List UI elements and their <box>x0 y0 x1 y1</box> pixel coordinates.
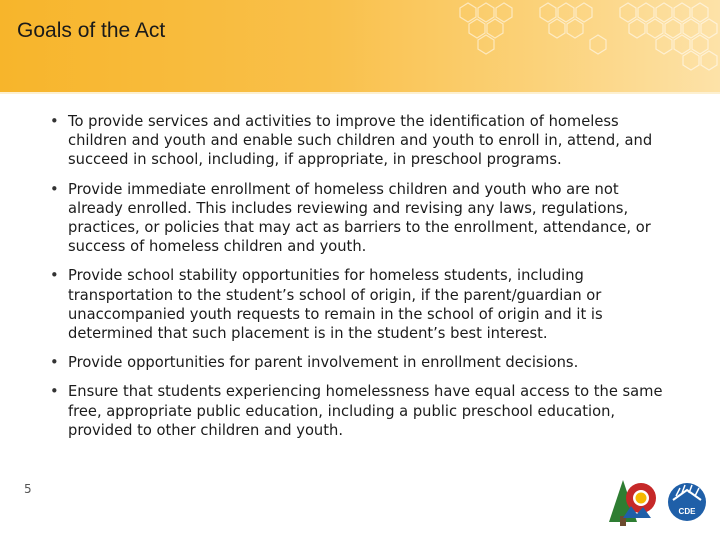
bullet-text: Ensure that students experiencing homelessness have equal access to the same free, appropriate public education, including a public preschool education, provided to other children and youth. <box>68 383 663 439</box>
list-item <box>46 266 676 343</box>
logo-text: CDE <box>678 507 696 516</box>
list-item <box>46 180 676 257</box>
slide-header <box>0 0 720 92</box>
bullet-icon: • <box>50 354 59 372</box>
bullet-list <box>46 112 676 440</box>
bullet-text: Provide school stability opportunities for homeless students, including transportation to the student’s school of origin, if the parent/guardian or unaccompanied youth requests to remain in the school of origin and it is determined that such placement is in the student’s best interest. <box>68 267 603 343</box>
list-item <box>46 112 676 170</box>
bullet-text: Provide opportunities for parent involvement in enrollment decisions. <box>68 354 579 372</box>
bullet-text: To provide services and activities to improve the identification of homeless children and youth and enable such children and youth to enroll in, attend, and succeed in school, including, if appropriate, in preschool programs. <box>68 113 653 169</box>
cde-logo <box>603 476 715 528</box>
bullet-text: Provide immediate enrollment of homeless children and youth who are not already enrolled. This includes reviewing and revising any laws, regulations, practices, or policies that may act as barriers to the enrollment, attendance, or success of homeless children and youth. <box>68 180 651 256</box>
list-item <box>46 353 676 372</box>
page-title: Goals of the Act <box>17 19 166 42</box>
bullet-icon: • <box>50 180 59 198</box>
cde-emblem-icon <box>668 483 706 521</box>
bullet-icon: • <box>50 267 59 285</box>
hexagon-pattern-decoration <box>420 0 720 92</box>
bullet-icon: • <box>50 383 59 401</box>
page-number: 5 <box>24 482 32 496</box>
bullet-icon: • <box>50 113 59 130</box>
list-item <box>46 382 676 440</box>
slide-body <box>46 112 676 450</box>
colorado-tree-logo-icon <box>609 480 656 526</box>
header-divider <box>0 92 720 94</box>
